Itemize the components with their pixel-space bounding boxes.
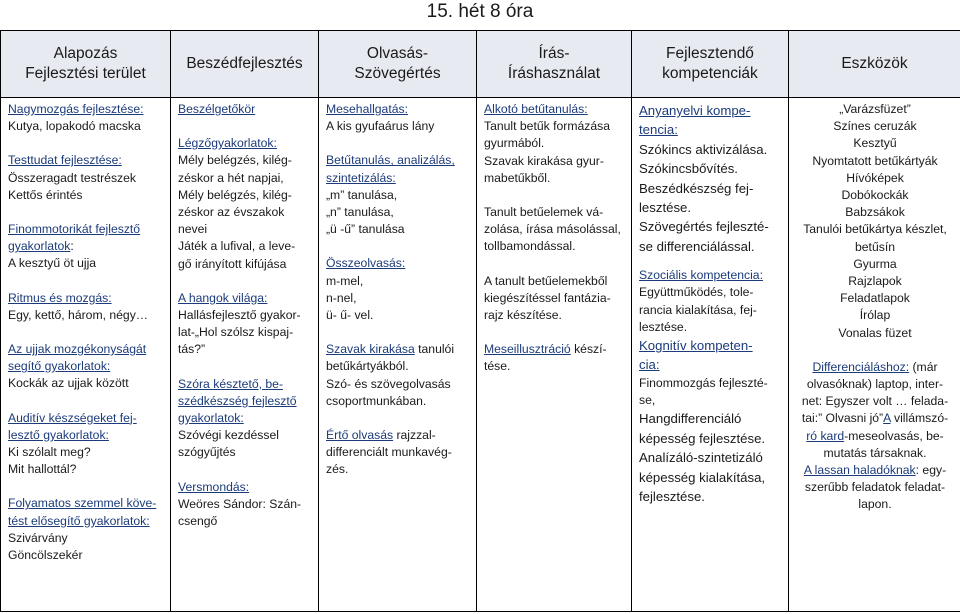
section-text: betűkártyákból.	[326, 359, 409, 374]
section-label: Nagymozgás fejlesztése:	[8, 102, 144, 116]
section-label: Szóra késztető, be-	[178, 376, 283, 391]
cell-eszkozok	[789, 98, 960, 612]
header-eszkozok: Eszközök	[789, 31, 960, 98]
section-label: segítő gyakorlatok:	[8, 359, 111, 374]
section-text: Kutya, lopakodó macska	[8, 119, 141, 134]
section-text: n-nel,	[326, 290, 357, 305]
header-olvasas: Olvasás- Szövegértés	[319, 31, 477, 98]
section-text: ü- ű- vel.	[326, 308, 374, 323]
section-label: Anyanyelvi kompe-	[639, 103, 751, 118]
section-text: tollbamondással.	[484, 239, 576, 254]
lesson-plan-table	[0, 30, 960, 612]
header-iras: Írás- Íráshasználat	[477, 31, 632, 98]
section	[8, 495, 164, 564]
section-label: Alkotó betűtanulás:	[484, 102, 588, 116]
section-text: „ü -ű” tanulása	[326, 222, 405, 237]
section	[8, 290, 164, 324]
section-text: Hallásfejlesztő gyakor-	[178, 308, 301, 323]
tool-item: Tanulói betűkártya készlet,	[803, 222, 947, 237]
section-text: Tanult betűk formázása	[484, 119, 611, 134]
header-beszedfejlesztes: Beszédfejlesztés	[171, 31, 319, 98]
section-label: Légzőgyakorlatok:	[178, 136, 277, 151]
section-label: tencia:	[639, 122, 678, 138]
section-text: tás?”	[178, 342, 206, 357]
section-text: zéskor az évszakok	[178, 205, 285, 220]
section-text: mabetűkből.	[484, 170, 551, 185]
section-text: Játék a lufival, a leve-	[178, 239, 296, 254]
section-text: rajz készítése.	[484, 308, 562, 323]
section-text: csengő	[178, 514, 218, 529]
section-text: csoportmunkában.	[326, 393, 427, 408]
section-label: Szociális kompetencia:	[639, 268, 763, 283]
section-label: Mesehallgatás:	[326, 102, 408, 116]
tool-item: Rajzlapok	[848, 274, 902, 289]
section-text: Mély belégzés, kilég-	[178, 187, 292, 202]
content-row	[1, 98, 960, 612]
section-label: gyakorlatok:	[8, 239, 74, 254]
section-label: Az ujjak mozgékonyságát	[8, 342, 147, 357]
header-row	[1, 31, 960, 98]
tool-item: Kesztyű	[853, 136, 897, 151]
section-label: lesztő gyakorlatok:	[8, 427, 109, 442]
section-text: lesztése.	[639, 200, 692, 216]
tool-item: Gyurma	[853, 256, 897, 271]
section-text: Mély belégzés, kilég-	[178, 153, 292, 168]
section-text: gő irányított kifújása	[178, 256, 287, 271]
section-text: nevei	[178, 222, 208, 237]
section-text: Mit hallottál?	[8, 462, 77, 477]
section-text: Egy, kettő, három, négy…	[8, 307, 148, 322]
tool-item: „Varázsfüzet”	[839, 102, 911, 116]
section-text: rancia kialakítása, fej-	[639, 302, 757, 317]
section-text: Szókincs aktivizálása.	[639, 141, 768, 157]
section-text: lat-„Hol szólsz kispaj-	[178, 325, 294, 340]
section	[8, 221, 164, 273]
section-label: Értő olvasás rajzzal-	[326, 428, 436, 443]
section-text: Szó- és szövegolvasás	[326, 376, 451, 391]
section-text: Tanult betűelemek vá-	[484, 205, 604, 220]
section-text: Szóvégi kezdéssel	[178, 428, 279, 443]
section-text: „n” tanulása,	[326, 205, 394, 220]
section-label: Betűtanulás, analizálás,	[326, 153, 455, 168]
section-label: Versmondás:	[178, 479, 250, 494]
section-label: szédkészség fejlesztő	[178, 393, 297, 408]
section-label: cia:	[639, 357, 660, 373]
section-text: m-mel,	[326, 273, 364, 288]
section-text: képesség kialakítása,	[639, 469, 766, 485]
section-text: tése.	[484, 359, 511, 374]
section-text: képesség fejlesztése.	[639, 430, 766, 446]
section-text: Ki szólalt meg?	[8, 445, 91, 460]
tool-item: Dobókockák	[841, 188, 909, 203]
tool-item: Hívóképek	[846, 170, 904, 185]
cell-olvasas	[319, 98, 477, 612]
section-text: zés.	[326, 462, 349, 477]
section-text: Szövegértés fejleszté-	[639, 219, 769, 235]
section-text: A kis gyufaárus lány	[326, 119, 435, 134]
section-text: Kettős érintés	[8, 187, 83, 202]
section-text: Szavak kirakása gyur-	[484, 153, 604, 168]
section-text: se differenciálással.	[639, 238, 755, 254]
section-label: Beszélgetőkör	[178, 102, 256, 116]
section	[8, 101, 164, 135]
cell-alapozas	[1, 98, 171, 612]
section-label: Folyamatos szemmel köve-	[8, 496, 157, 511]
tool-item: Nyomtatott betűkártyák	[812, 153, 938, 168]
cell-kompetenciak	[632, 98, 789, 612]
tool-item: Babzsákok	[845, 205, 905, 220]
section-label: Auditív készségeket fej-	[8, 410, 137, 425]
section-text: Kockák az ujjak között	[8, 376, 129, 391]
section-label: Szavak kirakása tanulói	[326, 342, 455, 357]
section-label: Kognitív kompeten-	[639, 338, 753, 354]
section-label: gyakorlatok:	[178, 411, 244, 426]
section-text: A kesztyű öt ujja	[8, 256, 97, 271]
section-text: „m” tanulása,	[326, 187, 398, 202]
section-text: zéskor a hét napjai,	[178, 170, 284, 185]
section-label: Finommotorikát fejlesztő	[8, 222, 141, 237]
page-title: 15. hét 8 óra	[426, 1, 534, 22]
section-label: szintetizálás:	[326, 170, 396, 185]
section-text: Hangdifferenciáló	[639, 411, 742, 427]
tool-item: Vonalas füzet	[838, 325, 912, 340]
section-label: Ritmus és mozgás:	[8, 290, 112, 305]
section-text: A tanult betűelemekből	[484, 273, 608, 288]
section-label: Összeolvasás:	[326, 256, 406, 271]
section-text: Szókincsbővítés.	[639, 161, 738, 177]
section-text: szógyűjtés	[178, 445, 236, 460]
section	[8, 152, 164, 204]
tool-item: betűsín	[855, 239, 895, 254]
differentiation-note: Differenciáláshoz: (már olvasóknak) laptop, inter- net: Egyszer volt … felada- tai:” Olvasni jó”A villámszó- ró kard-meseolvasás, be- mutatás társaknak. A lassan haladóknak: egy- szerűbb feladatok feladat- lapon.	[801, 359, 949, 512]
header-kompetenciak: Fejlesztendő kompetenciák	[632, 31, 789, 98]
section-label: Testtudat fejlesztése:	[8, 153, 122, 168]
section-text: Szivárvány	[8, 530, 68, 545]
section-text: se,	[639, 393, 656, 408]
section-text: zolása, írása másolással,	[484, 222, 621, 237]
section-text: Együttműködés, tole-	[639, 285, 754, 300]
section-text: Weöres Sándor: Szán-	[178, 496, 302, 511]
section-text: kiegészítéssel fantázia-	[484, 290, 611, 305]
section-text: Összeragadt testrészek	[8, 170, 137, 185]
cell-iras	[477, 98, 632, 612]
header-alapozas: Alapozás Fejlesztési terület	[1, 31, 171, 98]
section	[8, 410, 164, 479]
tool-item: Feladatlapok	[840, 291, 910, 306]
cell-beszedfejlesztes	[171, 98, 319, 612]
section-text: Beszédkészség fej-	[639, 180, 754, 196]
section-text: Göncölszekér	[8, 548, 83, 563]
section-text: Analízáló-szintetizáló	[639, 450, 763, 466]
tool-item: Írólap	[859, 308, 891, 323]
section-text: gyurmából.	[484, 136, 545, 151]
section-label: tést elősegítő gyakorlatok:	[8, 513, 150, 528]
section-label: A hangok világa:	[178, 290, 268, 305]
section-text: differenciált munkavég-	[326, 445, 452, 460]
section-text: lesztése.	[639, 319, 688, 334]
section-text: fejlesztése.	[639, 488, 705, 504]
section-text: Finommozgás fejleszté-	[639, 375, 768, 390]
section-label: Meseillusztráció készí-	[484, 342, 607, 357]
section	[8, 341, 164, 393]
tool-item: Színes ceruzák	[833, 119, 917, 134]
